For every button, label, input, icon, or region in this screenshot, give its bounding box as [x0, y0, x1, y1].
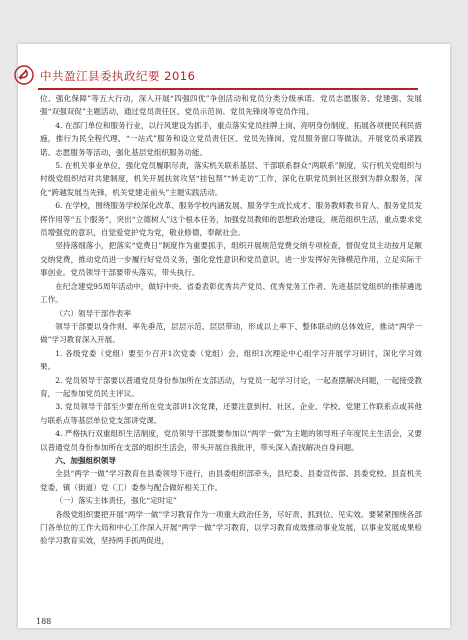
header-title: 中共盈江县委执政纪要 2016 [40, 69, 196, 83]
subsection-heading: （六）领导干部作表率 [55, 308, 132, 318]
section-heading: 六、加强组织领导 [55, 455, 116, 465]
paragraph: 5. 在机关事业单位，强化党员履职尽责，落实机关联系基层、干部联系群众“两联系”制度，实行机关党组织与村级党组织结对共建制度，机关开展扶贫攻坚“挂包帮”“转走访”工作，深化在职党员到社区报到为群众服务，深化“跨越发展当先锋，机关党建走前头”主题实践活动。 [40, 161, 422, 197]
paragraph: 领导干部要以身作则、率先垂范，层层示范、层层带动，形成以上率下、整体联动的总体效应，推动“两学一做”学习教育深入开展。 [40, 321, 422, 345]
subsection-heading: （一）落实主体责任，强化“定时定” [55, 496, 177, 506]
paragraph: 在纪念建党95周年活动中，做好中央、省委表彰优秀共产党员、优秀党务工作者、先进基层党组织的推荐遴选工作。 [40, 281, 422, 305]
paragraph: 1. 各级党委（党组）要至少召开1次党委（党组）会、组织1次理论中心组学习开展学习研讨，深化学习效果。 [40, 348, 422, 372]
running-header [14, 65, 414, 87]
paragraph: 4. 严格执行双重组织生活制度，党员领导干部既要参加以“两学一做”为主题的领导班子年度民主生活会，又要以普通党员身份参加所在支部的组织生活会，带头开展自我批评，带头深入查找解决自身问题。 [40, 429, 422, 452]
paragraph: 3. 党员领导干部至少要在所在党支部讲1次党课，还要注意到村、社区、企业、学校、党建工作联系点或其他与联系点等基层单位党支部讲党课。 [40, 402, 422, 425]
party-emblem-icon [14, 65, 34, 85]
body-text [40, 92, 422, 548]
paragraph: 坚持落细落小，把落实“党费日”制度作为重要抓手，组织开展规范党费交纳专项检查，督促党员主动按月足额交纳党费，推动党员进一步履行好党员义务，强化党性意识和党员意识，进一步发挥好先锋模范作用，立足实际干事创业。党员领导干部要带头落实，带头执行。 [40, 241, 422, 278]
paragraph: 全县“两学一做”学习教育在县委领导下进行，由县委组织部牵头，县纪委、县委宣传部、县委党校、县直机关党委、镇（街道）党（工）委参与配合做好相关工作。 [40, 469, 422, 492]
header-rule [38, 88, 418, 90]
paragraph: 6. 在学校，围绕服务学校深化改革、服务学校内涵发展、服务学生成长成才、服务教师教书育人、服务党员发挥作用等“五个服务”，突出“立德树人”这个根本任务，加强党员教师的思想政治建设，规范组织生活，重点要求党员增强党的意识，自觉爱党护党为党，敬业修德，奉献社会。 [40, 201, 422, 238]
paragraph: 各级党组织要把开展“两学一做”学习教育作为一项重大政治任务，尽好责、抓到位、见实效。要紧紧围绕各部门各单位的工作大局和中心工作深入开展“两学一做”学习教育，以学习教育成效推动事业发展，以事业发展成果检验学习教育实效，坚持两手抓两促进， [40, 509, 422, 546]
paragraph: 4. 在部门单位和服务行业，以行风建设为抓手，重点落实党员挂牌上岗、亮明身份制度，拓展各项便民利民措施，推行为民全程代理、“一站式”服务和设立党员责任区、党员先锋岗、党员服务窗口等做法，开展党员承诺践诺、志愿服务等活动，强化基层党组织服务功能。 [40, 120, 422, 157]
paragraph: 位、强化保障”等五大行动，深入开展“四强四优”争创活动和党员分类分级承诺、党员志愿服务、党建强、发展强“双强双促”主题活动，通过党员责任区、党员示范岗、党员先锋岗等党员作用。 [40, 94, 422, 117]
page-number: 188 [36, 617, 52, 626]
paragraph: 2. 党员领导干部要以普通党员身份参加所在支部活动，与党员一起学习讨论，一起查摆解决问题，一起接受教育，一起参加党员民主评议。 [40, 375, 422, 398]
